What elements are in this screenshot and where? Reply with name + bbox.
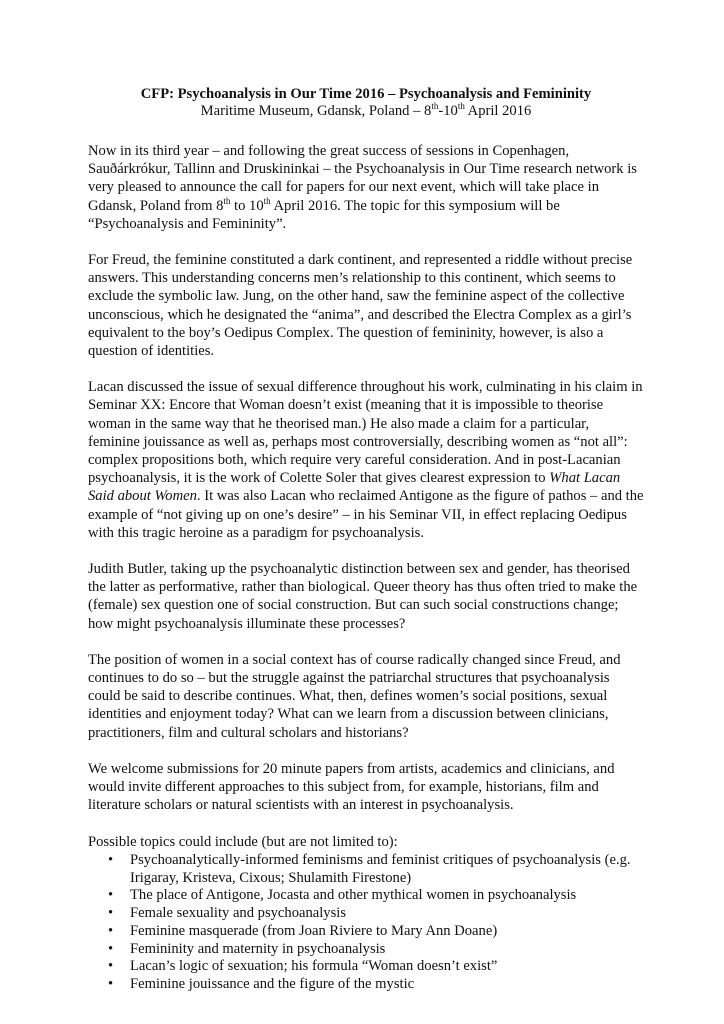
document-page [88, 86, 644, 994]
lacan-text-b: . It was also Lacan who reclaimed Antigone as the figure of pathos – and the example of “not giving up on one’s desire” – in his Seminar VII, in effect replacing Oedipus with this tragic heroine as a paradigm for psychoanalysis. [88, 488, 644, 541]
paragraph-social-context: The position of women in a social context has of course radically changed since Freud, and continues to do so – but the struggle against the patriarchal structures that psychoanalysis could be said to describe continues. What, then, defines women’s social positions, sexual identities and enjoyment today? What can we learn from a discussion between clinicians, practitioners, film and cultural scholars and historians? [88, 651, 621, 741]
list-item-text: Lacan’s logic of sexuation; his formula “Woman doesn’t exist” [130, 958, 498, 975]
list-item-text: The place of Antigone, Jocasta and other mythical women in psychoanalysis [130, 887, 577, 904]
list-item-text: Feminine jouissance and the figure of the mystic [130, 976, 415, 993]
bullet-icon: • [108, 851, 114, 868]
bullet-icon: • [108, 887, 114, 904]
date-start-suffix: th [431, 101, 439, 112]
topics-intro: Possible topics could include (but are not limited to): [88, 833, 398, 850]
bullet-icon: • [108, 976, 114, 993]
date-end-suffix: th [457, 101, 465, 112]
paragraph-butler: Judith Butler, taking up the psychoanalytic distinction between sex and gender, has theorised the latter as performative, rather than biological. Queer theory has thus often tried to make the (female) sex question one of social construction. But can such social constructions change; how might psychoanalysis illuminate these processes? [88, 561, 638, 632]
topics-list [88, 852, 644, 994]
lacan-text-a: Lacan discussed the issue of sexual difference throughout his work, culminating in his claim in Seminar XX: Encore that Woman doesn’t exist (meaning that it is impossible to theorise woman in the same way that he theorised man.) He also made a claim for a particular, feminine jouissance as well as, perhaps most controversially, describing women as “not all”: complex propositions both, which require very careful consideration. And in post-Lacanian psychoanalysis, it is the work of Colette Soler that gives clearest expression to [88, 379, 643, 487]
paragraph-submissions: We welcome submissions for 20 minute papers from artists, academics and clinicians, and would invite different approaches to this subject from, for example, historians, film and literature scholars or natural scientists with an interest in psychoanalysis. [88, 760, 615, 814]
list-item-text: Female sexuality and psychoanalysis [130, 905, 347, 922]
list-item [108, 852, 644, 888]
intro-text-c: April 2016. The topic for this symposium will be “Psychoanalysis and Femininity”. [88, 197, 560, 232]
list-item [108, 923, 644, 941]
venue-text: Maritime Museum, Gdansk, Poland – [200, 103, 425, 119]
event-venue-date [88, 103, 644, 120]
bullet-icon: • [108, 958, 114, 975]
list-item [108, 887, 644, 905]
paragraph-freud-jung: For Freud, the feminine constituted a dark continent, and represented a riddle without precise answers. This understanding concerns men’s relationship to this continent, which seems to exclude the symbolic law. Jung, on the other hand, saw the feminine aspect of the collective unconscious, which he designated the “anima”, and described the Electra Complex as a girl’s equivalent to the boy’s Oedipus Complex. The question of femininity, however, is also a question of identities. [88, 252, 633, 360]
intro-sup-2: th [263, 195, 271, 206]
list-item-text: Psychoanalytically-informed feminisms and feminist critiques of psychoanalysis (e.g. Irigaray, Kristeva, Cixous; Shulamith Firestone) [130, 851, 631, 886]
date-separator: -10 [438, 103, 458, 119]
list-item [108, 941, 644, 959]
intro-text-b: to 10 [230, 197, 264, 214]
date-start: 8 [424, 103, 432, 119]
date-tail: April 2016 [464, 103, 532, 119]
list-item-text: Feminine masquerade (from Joan Riviere to Mary Ann Doane) [130, 922, 498, 939]
intro-sup-1: th [223, 195, 231, 206]
bullet-icon: • [108, 940, 114, 957]
bullet-icon: • [108, 905, 114, 922]
list-item [108, 958, 644, 976]
list-item [108, 976, 644, 994]
book-title: What Lacan Said about Women [88, 470, 621, 505]
list-item [108, 905, 644, 923]
bullet-icon: • [108, 922, 114, 939]
intro-text-a: Now in its third year – and following the great success of sessions in Copenhagen, Sauðárkrókur, Tallinn and Druskininkai – the Psychoanalysis in Our Time research network is very pleased to announce the call for papers for our next event, which will take place in Gdansk, Poland from 8 [88, 143, 637, 214]
paragraph-intro [88, 142, 644, 233]
document-title: CFP: Psychoanalysis in Our Time 2016 – Psychoanalysis and Femininity [140, 86, 592, 102]
list-item-text: Femininity and maternity in psychoanalysis [130, 940, 386, 957]
paragraph-lacan [88, 378, 644, 542]
